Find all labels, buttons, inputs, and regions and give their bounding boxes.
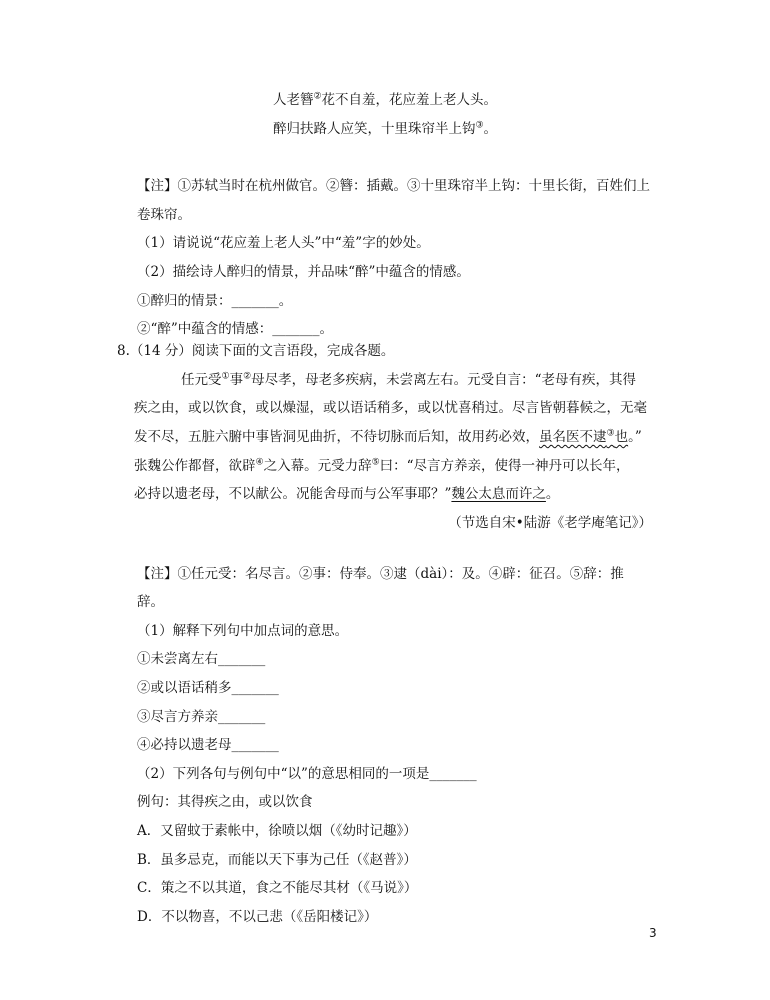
passage-text: 任元受 xyxy=(181,372,222,388)
q8-note-line-1: 【注】①任元受：名尽言。②事：侍奉。③逮（dài）：及。④辟：征召。⑤辞：推 xyxy=(137,566,624,582)
passage-line-5 xyxy=(134,484,559,504)
footnote-marker: ④ xyxy=(255,457,264,468)
q7-answer-2: ②“醉”中蕴含的情感：_______。 xyxy=(137,321,334,337)
wavy-underlined-text: 虽名医不逮 xyxy=(539,429,607,445)
q8-subquestion-1: （1）解释下列句中加点词的意思。 xyxy=(137,623,349,639)
q7-answer-1: ①醉归的情景：_______。 xyxy=(137,293,293,309)
q7-subquestion-1: （1）请说说“花应羞上老人头”中“羞”字的妙处。 xyxy=(137,235,430,251)
poem-line-1-part-a: 人老簪 xyxy=(272,92,314,108)
wavy-underlined-text: 也 xyxy=(614,429,629,445)
passage-text: 之入幕。元受力辞 xyxy=(263,458,372,474)
footnote-marker: ① xyxy=(221,371,230,382)
underlined-sentence: 魏公太息而许之 xyxy=(451,486,546,502)
poem-line-2 xyxy=(0,119,770,139)
q8-item-3: ③尽言方养亲_______ xyxy=(137,709,266,725)
q8-heading: 8.（14 分）阅读下面的文言语段，完成各题。 xyxy=(117,343,395,359)
footnote-marker: ② xyxy=(243,371,252,382)
page-number: 3 xyxy=(649,926,657,940)
q8-item-1: ①未尝离左右_______ xyxy=(137,651,266,667)
option-a: A．又留蚊于素帐中，徐喷以烟（《幼时记趣》） xyxy=(137,823,417,839)
example-sentence: 例句：其得疾之由，或以饮食 xyxy=(137,794,313,810)
passage-text: 曰：“尽言方养亲，使得一神丹可以长年， xyxy=(379,458,630,474)
passage-text: 事 xyxy=(229,372,244,388)
poem-line-2-part-a: 醉归扶路人应笑，十里珠帘半上钩 xyxy=(272,121,476,137)
passage-text: 母尽孝，母老多疾病，未尝离左右。元受自言：“老母有疾，其得 xyxy=(251,372,637,388)
passage-text: 发不尽，五脏六腑中事皆洞见曲折，不待切脉而后知，故用药必效， xyxy=(134,429,539,445)
passage-line-2: 疾之由，或以饮食，或以燥湿，或以语话稍多，或以忧喜稍过。尽言皆朝暮候之，无毫 xyxy=(134,400,647,416)
q8-item-2: ②或以语话稍多_______ xyxy=(137,680,279,696)
passage-text: 。” xyxy=(628,429,642,445)
passage-line-3 xyxy=(134,427,642,447)
option-b: B．虽多忌克，而能以天下事为己任（《赵普》） xyxy=(137,852,417,868)
passage-line-4 xyxy=(134,456,630,476)
q7-note-line-1: 【注】①苏轼当时在杭州做官。②簪：插戴。③十里珠帘半上钩：十里长街，百姓们上 xyxy=(137,178,650,194)
passage-source: （节选自宋•陆游《老学庵笔记》） xyxy=(448,515,652,531)
option-c: C．策之不以其道，食之不能尽其材（《马说》） xyxy=(137,880,418,896)
q7-subquestion-2: （2）描绘诗人醉归的情景，并品味“醉”中蕴含的情感。 xyxy=(137,264,470,280)
poem-line-2-part-b: 。 xyxy=(483,121,498,137)
passage-text: 必持以遗老母，不以献公。况能舍母而与公军事耶？” xyxy=(134,486,452,502)
poem-line-1-part-b: 花不自羞，花应羞上老人头。 xyxy=(321,92,498,108)
option-d: D．不以物喜，不以己悲（《岳阳楼记》） xyxy=(137,909,378,925)
footnote-marker: ③ xyxy=(606,428,615,439)
passage-text: 张魏公作都督，欲辟 xyxy=(134,458,256,474)
q7-note-line-2: 卷珠帘。 xyxy=(137,207,191,223)
footnote-marker: ② xyxy=(313,91,322,102)
poem-line-1 xyxy=(0,90,770,110)
passage-line-1 xyxy=(181,370,636,390)
q8-note-line-2: 辞。 xyxy=(137,594,164,610)
footnote-marker: ⑤ xyxy=(371,457,380,468)
passage-text: 。 xyxy=(545,486,560,502)
q8-item-4: ④必持以遗老母_______ xyxy=(137,737,279,753)
footnote-marker: ③ xyxy=(475,120,484,131)
q8-subquestion-2: （2）下列各句与例句中“以”的意思相同的一项是_______ xyxy=(137,766,477,782)
